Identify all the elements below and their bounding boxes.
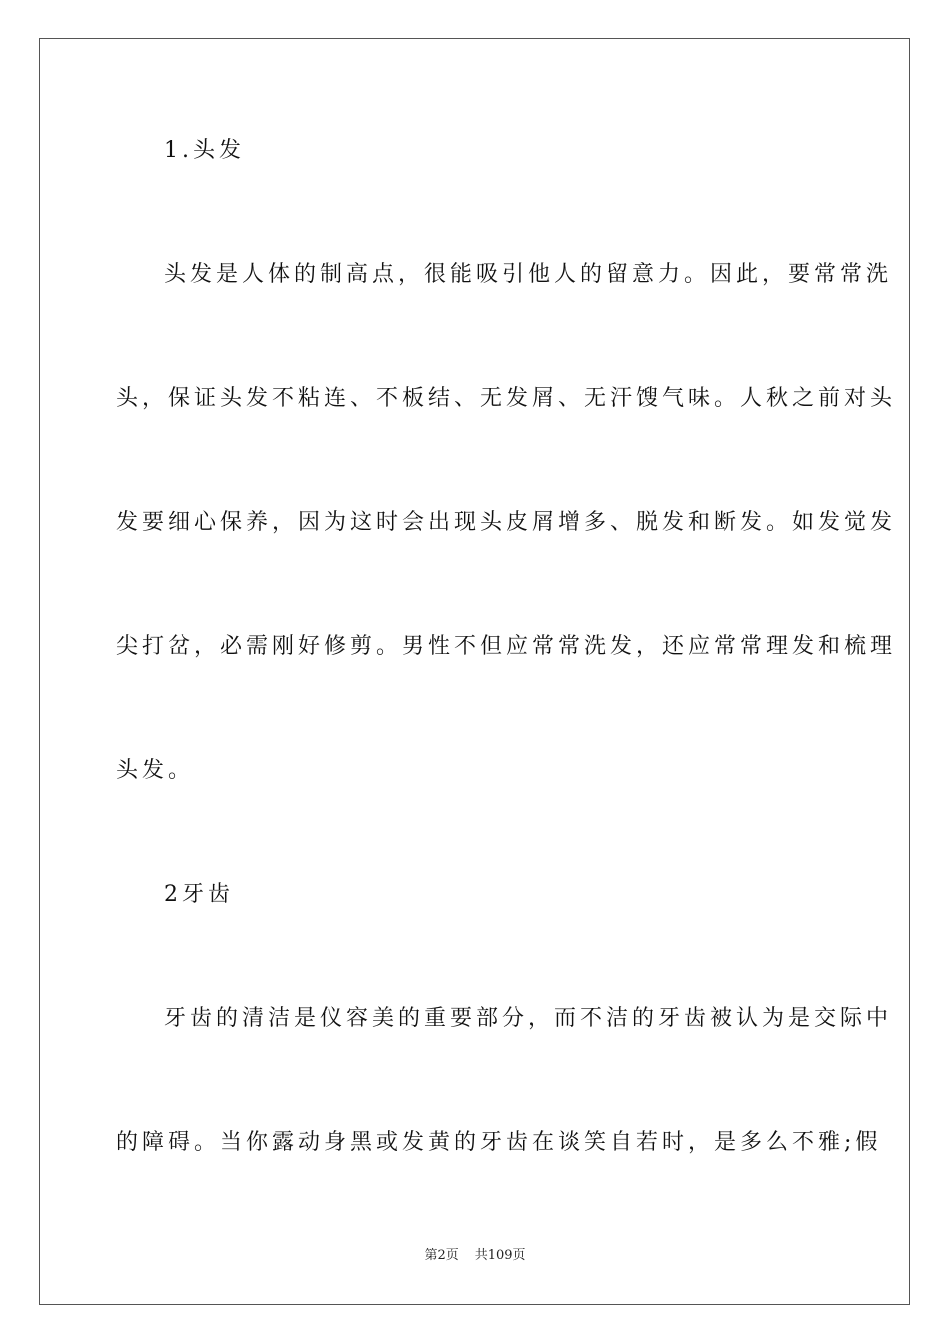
section-heading-teeth: 2牙齿 <box>164 882 234 907</box>
paragraph-line: 牙齿的清洁是仪容美的重要部分，而不洁的牙齿被认为是交际中 <box>164 1006 893 1031</box>
section-heading-hair: 1.头发 <box>164 138 245 163</box>
page-footer <box>0 1247 950 1265</box>
page-number: 第2页 <box>424 1248 459 1263</box>
paragraph-line: 尖打岔，必需刚好修剪。男性不但应常常洗发，还应常常理发和梳理 <box>116 634 897 659</box>
page-frame <box>39 38 910 1305</box>
paragraph-line: 发要细心保养，因为这时会出现头皮屑增多、脱发和断发。如发觉发 <box>116 510 897 535</box>
page-total: 共109页 <box>474 1248 526 1263</box>
paragraph-line: 头，保证头发不粘连、不板结、无发屑、无汗馊气味。人秋之前对头 <box>116 386 897 411</box>
paragraph-line: 头发。 <box>116 758 195 783</box>
paragraph-line: 头发是人体的制高点，很能吸引他人的留意力。因此，要常常洗 <box>164 262 893 287</box>
paragraph-line: 的障碍。当你露动身黑或发黄的牙齿在谈笑自若时，是多么不雅;假 <box>116 1130 882 1155</box>
